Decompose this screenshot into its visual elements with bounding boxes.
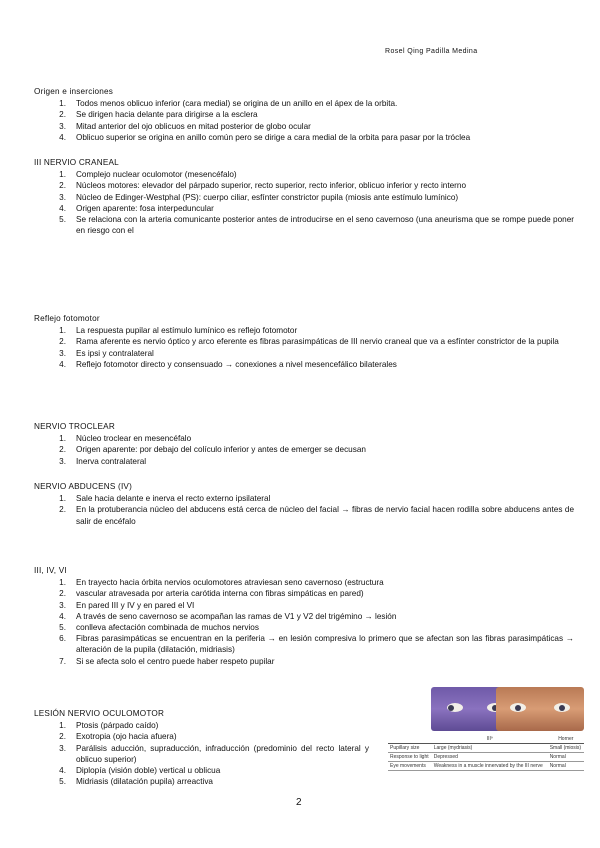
list-item: 1. Núcleo troclear en mesencéfalo [59,434,192,444]
list-item: 4. Oblicuo superior se origina en anillo común pero se dirige a cara medial de la orbita para pasar por la tróclea [59,132,471,142]
list-item: 3. Mitad anterior del ojo oblicuos en mitad posterior de globo ocular [59,121,311,131]
list-item: 1. En trayecto hacia órbita nervios oculomotores atraviesan seno cavernoso (estructura [59,578,384,588]
author-name: Rosel Qing Padilla Medina [385,48,478,55]
list-item: 2. En la protuberancia núcleo del abducens está cerca de núcleo del facial → fibras de nervio facial hacen rodilla sobre abducens antes de salir de encéfalo [59,505,574,526]
list-item: 4. Diplopía (visión doble) vertical u oblicua [59,766,221,776]
table-row: Pupillary size Large (mydriasis) Small (miosis) [388,744,584,753]
list-item: 5. Se relaciona con la arteria comunicante posterior antes de introducirse en el seno cavernoso (una aneurisma que se rompe puede poner en riesgo con el [59,215,574,236]
list-item: 3. Inerva contralateral [59,456,147,466]
list-item: 7. Si se afecta solo el centro puede haber respeto pupilar [59,656,275,666]
section-heading: NERVIO TROCLEAR [34,422,115,431]
list-item: 1. La respuesta pupilar al estímulo lumínico es reflejo fotomotor [59,326,298,336]
comparison-figure [388,687,584,795]
column-header: IIIº [432,735,548,744]
column-header: Horner [548,735,584,744]
section-heading: NERVIO ABDUCENS (IV) [34,482,133,491]
section-heading: III, IV, VI [34,566,67,575]
section-nervio-abducens [34,481,574,527]
list-item: 2. Rama aferente es nervio óptico y arco eferente es fibras parasimpáticas de III nervio craneal que va a esfínter constrictor de la pupila [59,337,559,347]
section-reflejo-fotomotor [34,313,574,370]
list-item: 1. Todos menos oblicuo inferior (cara medial) se origina de un anillo en el ápex de la orbita. [59,99,398,109]
list-item: 5. Midriasis (dilatación pupila) arreactiva [59,777,213,787]
section-lesion-nervio-oculomotor [34,708,369,787]
eye-photo-horner [496,687,584,731]
list-item: 4. Origen aparente: fosa interpeduncular [59,203,214,213]
section-heading: LESIÓN NERVIO OCULOMOTOR [34,709,165,718]
section-nervio-troclear [34,421,574,467]
list-item: 4. Reflejo fotomotor directo y consensuado → conexiones a nivel mesencefálico bilaterales [59,359,397,369]
list-item: 4. A través de seno cavernoso se acompañan las ramas de V1 y V2 del trigémino → lesión [59,611,397,621]
list-item: 6. Fibras parasimpáticas se encuentran en la periferia → en lesión compresiva lo primero que se afectan son las fibras parasimpáticas → alteración de la pupila (dilatación, midriasis) [59,634,574,655]
table-row: Response to light Depressed Normal [388,753,584,762]
list-item: 1. Ptosis (párpado caído) [59,721,159,731]
comparison-table [388,735,584,771]
table-header-row [388,735,584,744]
page-number: 2 [296,797,302,808]
list-item: 1. Complejo nuclear oculomotor (mesencéfalo) [59,170,237,180]
list-item: 3. Parálisis aducción, supraducción, infraducción (predominio del recto lateral y oblicuo superior) [59,743,369,764]
list-item: 1. Sale hacia delante e inerva el recto externo ipsilateral [59,494,271,504]
list-item: 3. En pared III y IV y en pared el VI [59,600,195,610]
list-item: 2. Núcleos motores: elevador del párpado superior, recto superior, recto inferior, oblicuo inferior y recto interno [59,181,467,191]
list-item: 5. conlleva afectación combinada de muchos nervios [59,623,259,633]
section-iii-iv-vi [34,565,574,667]
list-item: 2. Origen aparente: por debajo del colículo inferior y antes de emerger se decusan [59,445,366,455]
section-origen-inserciones [34,86,574,143]
section-iii-nervio-craneal [34,157,574,236]
table-row: Eye movements Weakness in a muscle innervated by the III nerve Normal [388,762,584,771]
list-item: 2. vascular atravesada por arteria carótida interna con fibras simpáticas en pared) [59,589,364,599]
list-item: 3. Núcleo de Edinger-Westphal (PS): cuerpo ciliar, esfínter constrictor pupila (miosis ante estímulo lumínico) [59,192,459,202]
section-heading: Reflejo fotomotor [34,314,100,323]
list-item: 3. Es ipsi y contralateral [59,348,154,358]
list-item: 2. Exotropia (ojo hacia afuera) [59,732,177,742]
section-heading: III NERVIO CRANEAL [34,158,119,167]
section-heading: Origen e inserciones [34,87,114,96]
list-item: 2. Se dirigen hacia delante para dirigirse a la esclera [59,110,258,120]
